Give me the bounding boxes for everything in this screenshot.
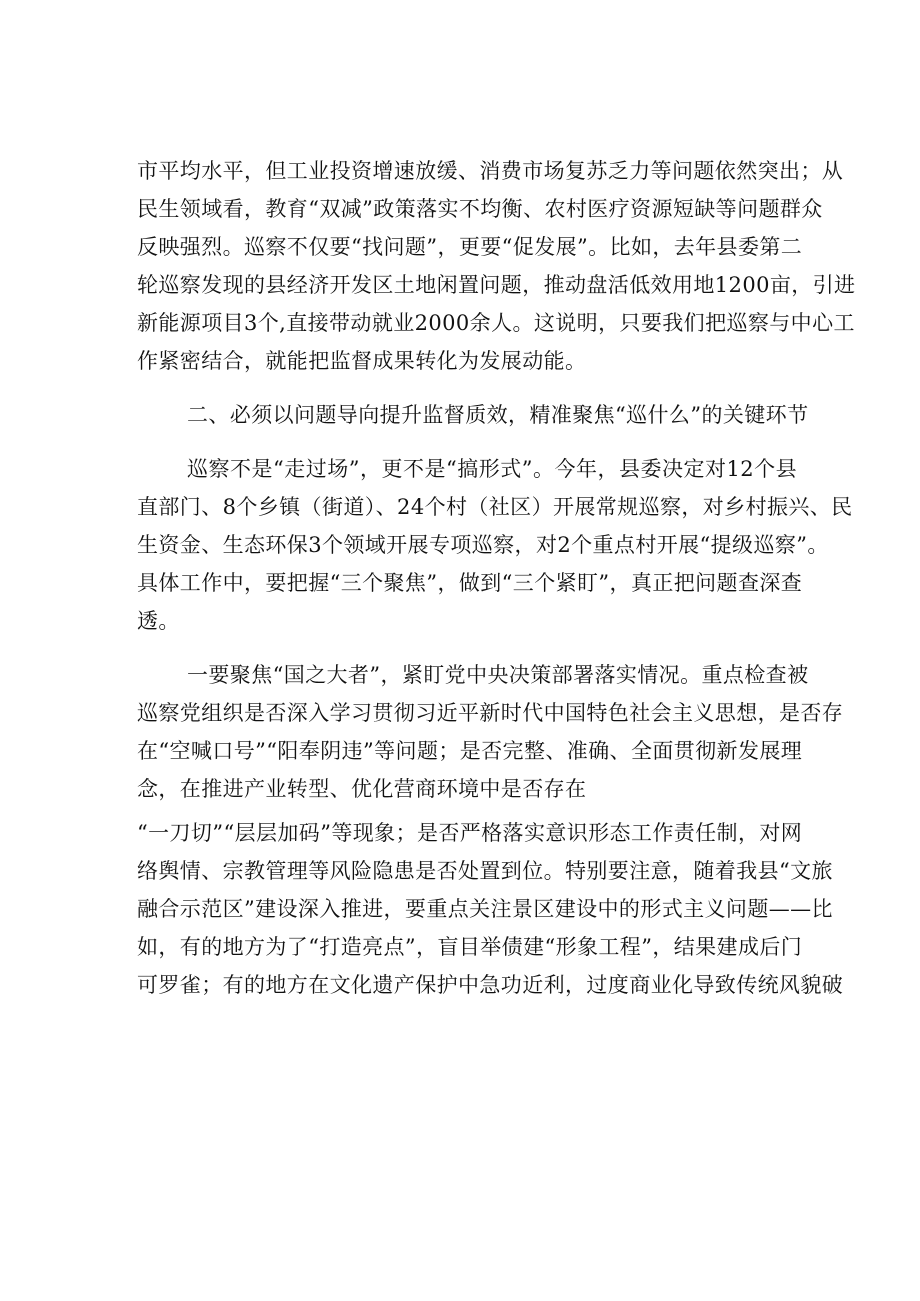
paragraph-3-line-3: 在“空喊口号”“阳奉阴违”等问题；是否完整、准确、全面贯彻新发展理 bbox=[137, 739, 803, 763]
paragraph-2-line-4: 具体工作中，要把握“三个聚焦”，做到“三个紧盯”，真正把问题查深查 bbox=[137, 571, 803, 595]
paragraph-3-line-6: 络舆情、宗教管理等风险隐患是否处置到位。特别要注意，随着我县“文旅 bbox=[137, 859, 833, 883]
paragraph-1-line-2: 民生领域看，教育“双减”政策落实不均衡、农村医疗资源短缺等问题群众 bbox=[137, 197, 823, 221]
paragraph-3-line-2: 巡察党组织是否深入学习贯彻习近平新时代中国特色社会主义思想，是否存 bbox=[137, 701, 844, 725]
paragraph-3-line-9: 可罗雀；有的地方在文化遗产保护中急功近利，过度商业化导致传统风貌破 bbox=[137, 973, 844, 997]
paragraph-3-line-1: 一要聚焦“国之大者”，紧盯党中央决策部署落实情况。重点检查被 bbox=[187, 663, 809, 687]
paragraph-1-line-5: 新能源项目3个,直接带动就业2000余人。这说明，只要我们把巡察与中心工 bbox=[137, 311, 855, 335]
paragraph-1-line-1: 市平均水平，但工业投资增速放缓、消费市场复苏乏力等问题依然突出；从 bbox=[137, 159, 844, 183]
paragraph-1-line-3: 反映强烈。巡察不仅要“找问题”，更要“促发展”。比如，去年县委第二 bbox=[137, 235, 803, 259]
paragraph-2-line-2: 直部门、8个乡镇（街道）、24个村（社区）开展常规巡察，对乡村振兴、民 bbox=[137, 495, 853, 519]
paragraph-2-line-1: 巡察不是“走过场”，更不是“搞形式”。今年，县委决定对12个县 bbox=[187, 457, 797, 481]
paragraph-3-line-5: “一刀切”“层层加码”等现象；是否严格落实意识形态工作责任制，对网 bbox=[137, 821, 803, 845]
paragraph-1-line-4: 轮巡察发现的县经济开发区土地闲置问题，推动盘活低效用地1200亩，引进 bbox=[137, 273, 856, 297]
paragraph-2-line-3: 生资金、生态环保3个领域开展专项巡察，对2个重点村开展“提级巡察”。 bbox=[137, 533, 829, 557]
section-heading: 二、必须以问题导向提升监督质效，精准聚焦“巡什么”的关键环节 bbox=[187, 403, 809, 427]
paragraph-2-line-5: 透。 bbox=[137, 609, 180, 633]
paragraph-3-line-4: 念，在推进产业转型、优化营商环境中是否存在 bbox=[137, 777, 587, 801]
paragraph-1-line-6: 作紧密结合，就能把监督成果转化为发展动能。 bbox=[137, 349, 587, 373]
paragraph-3-line-8: 如，有的地方为了“打造亮点”，盲目举债建“形象工程”，结果建成后门 bbox=[137, 935, 803, 959]
paragraph-3-line-7: 融合示范区”建设深入推进，要重点关注景区建设中的形式主义问题——比 bbox=[137, 897, 833, 921]
